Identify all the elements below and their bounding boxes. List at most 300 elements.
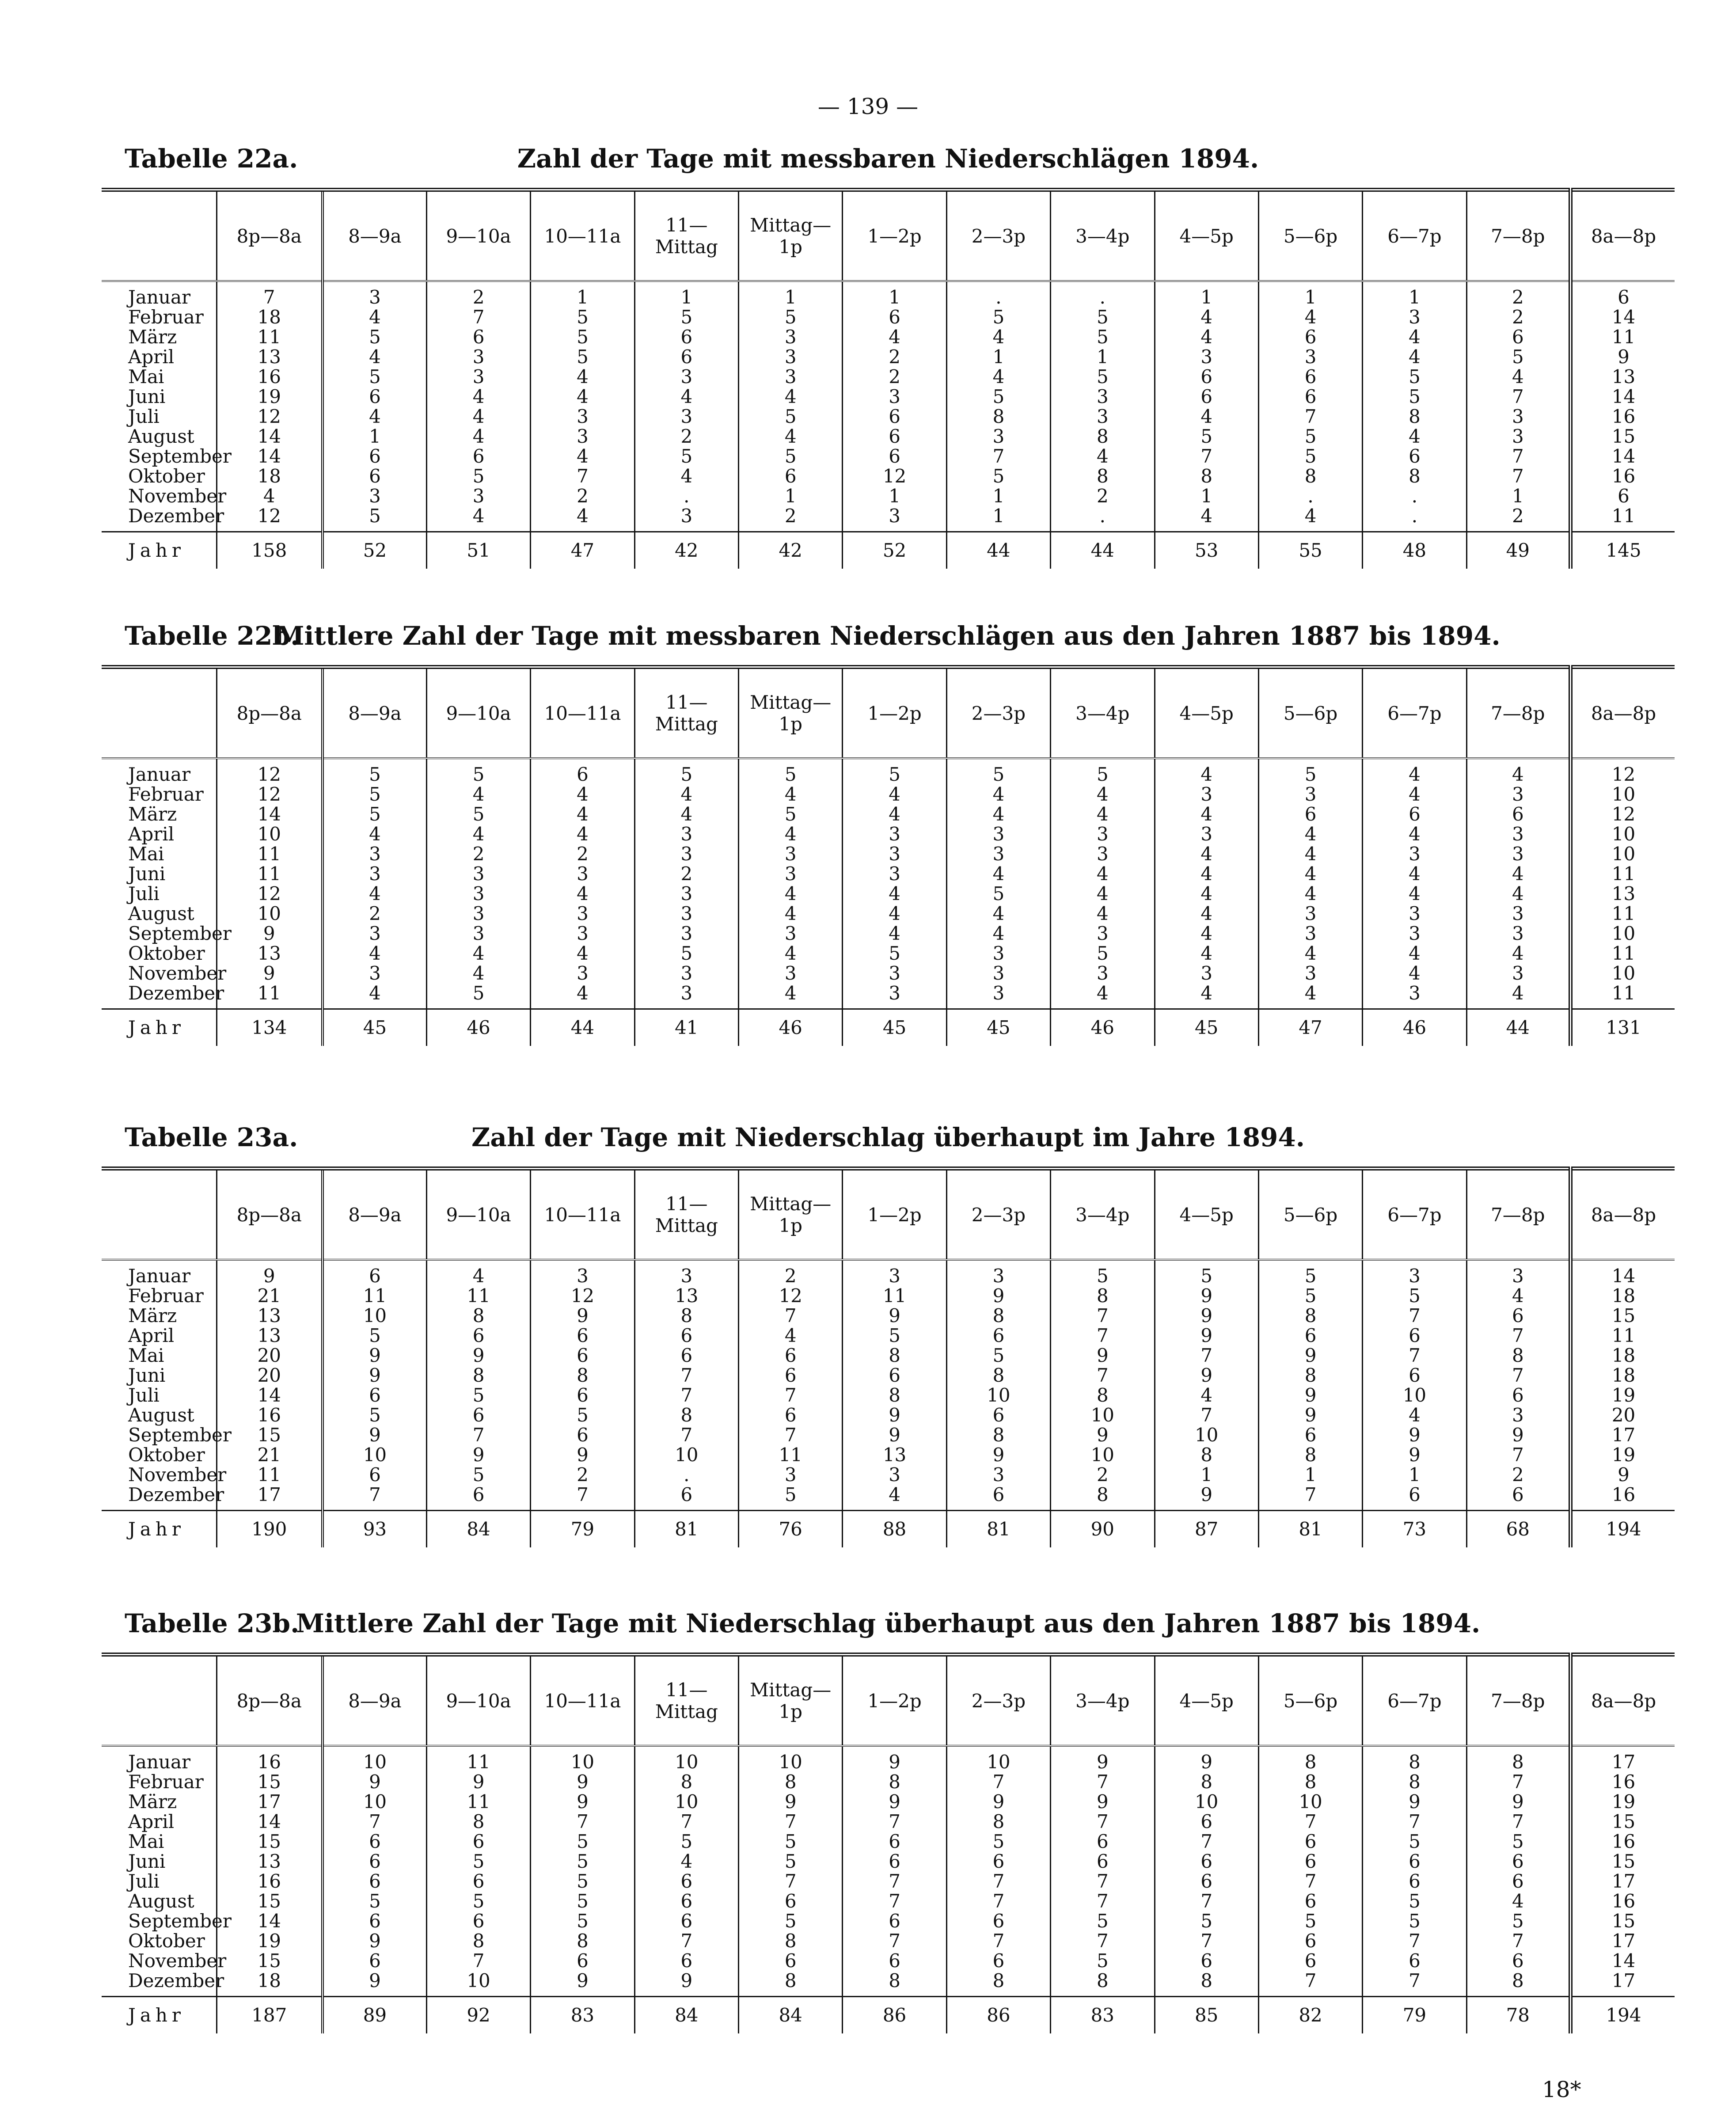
table-cell: 3 xyxy=(634,1260,738,1286)
table-row xyxy=(102,1260,1675,1286)
table-cell: 6 xyxy=(1258,1931,1362,1951)
table-cell: 8 xyxy=(426,1812,530,1832)
table-row xyxy=(102,367,1675,387)
table-cell: 8 xyxy=(1258,1445,1362,1465)
table-cell: 6 xyxy=(1258,1851,1362,1871)
table-cell: 8 xyxy=(426,1365,530,1385)
table-cell: 3 xyxy=(1466,963,1570,983)
table-cell: 3 xyxy=(634,824,738,844)
table-cell: 1 xyxy=(1466,486,1570,506)
table-cell: 9 xyxy=(1466,1425,1570,1445)
table-cell: 9 xyxy=(1155,1746,1258,1772)
table-cell: 4 xyxy=(531,367,634,387)
month-label: Mai xyxy=(128,366,164,388)
table-cell: 19 xyxy=(1571,1385,1675,1405)
table-cell: 6 xyxy=(1363,1851,1466,1871)
table-cell: 3 xyxy=(1363,983,1466,1009)
table-cell: 9 xyxy=(1258,1385,1362,1405)
header-blank xyxy=(102,1655,217,1746)
table-cell: 9 xyxy=(843,1746,946,1772)
table-cell: 5 xyxy=(1466,1911,1570,1931)
table-cell: 15 xyxy=(1571,1911,1675,1931)
table-cell: 6 xyxy=(1258,804,1362,824)
table-cell: 8 xyxy=(1051,426,1155,446)
table-cell: 4 xyxy=(739,983,843,1009)
table-row xyxy=(102,1812,1675,1832)
table-cell: 11 xyxy=(1571,327,1675,347)
month-label: April xyxy=(128,1325,175,1346)
table-cell: 6 xyxy=(323,1911,426,1931)
table-row xyxy=(102,1465,1675,1485)
table-cell: 8 xyxy=(426,1306,530,1326)
table-cell: 17 xyxy=(1571,1871,1675,1891)
table-row xyxy=(102,281,1675,307)
year-total-cell: 51 xyxy=(426,532,530,569)
table-cell: 6 xyxy=(426,327,530,347)
table-cell: 5 xyxy=(426,1851,530,1871)
table-cell: 3 xyxy=(1155,824,1258,844)
table-cell: 3 xyxy=(1466,904,1570,923)
year-total-cell: 46 xyxy=(1363,1009,1466,1046)
table-cell: 9 xyxy=(323,1365,426,1385)
table-cell: 3 xyxy=(426,367,530,387)
table-cell: 4 xyxy=(1466,367,1570,387)
table-cell: 1 xyxy=(843,486,946,506)
table-cell: 6 xyxy=(739,1891,843,1911)
table-cell: 6 xyxy=(739,466,843,486)
month-label: November xyxy=(128,1950,227,1972)
month-label: Februar xyxy=(128,783,204,805)
table-cell: 15 xyxy=(217,1891,323,1911)
table-cell: 4 xyxy=(1258,983,1362,1009)
table-cell: 1 xyxy=(946,506,1050,532)
table-cell: 10 xyxy=(323,1306,426,1326)
table-cell: 5 xyxy=(843,943,946,963)
table-cell: 21 xyxy=(217,1286,323,1306)
table-cell: 3 xyxy=(1466,426,1570,446)
year-total-cell: 90 xyxy=(1051,1511,1155,1548)
table-cell: 6 xyxy=(634,1871,738,1891)
table-cell: 4 xyxy=(1466,758,1570,784)
table-cell: 5 xyxy=(1258,1260,1362,1286)
table-cell: 13 xyxy=(1571,884,1675,904)
table-cell: 9 xyxy=(843,1405,946,1425)
table-cell: 4 xyxy=(843,327,946,347)
table-cell: 9 xyxy=(1155,1365,1258,1385)
table-cell: 8 xyxy=(946,1812,1050,1832)
table-cell: 6 xyxy=(1466,1385,1570,1405)
table-cell: 3 xyxy=(323,963,426,983)
table-cell: 3 xyxy=(323,844,426,864)
table-cell: 3 xyxy=(1258,963,1362,983)
table-cell: 1 xyxy=(323,426,426,446)
table-cell: 6 xyxy=(739,1365,843,1385)
table-cell: 14 xyxy=(1571,1260,1675,1286)
table-cell: 8 xyxy=(1466,1971,1570,1997)
table-cell: 3 xyxy=(1466,824,1570,844)
table-cell: 4 xyxy=(1155,758,1258,784)
table-cell: 7 xyxy=(531,1812,634,1832)
year-total-cell: 45 xyxy=(1155,1009,1258,1046)
table-cell: 9 xyxy=(1571,1465,1675,1485)
table-cell: 3 xyxy=(843,844,946,864)
table-cell: 7 xyxy=(946,1891,1050,1911)
month-label: April xyxy=(128,1811,175,1832)
year-label: Jahr xyxy=(128,540,186,561)
table-cell: 4 xyxy=(1363,327,1466,347)
table-cell: 10 xyxy=(217,904,323,923)
table-cell: 6 xyxy=(1363,1485,1466,1511)
table-cell: 6 xyxy=(946,1405,1050,1425)
table-cell: 1 xyxy=(739,281,843,307)
table-cell: 9 xyxy=(946,1286,1050,1306)
table-row xyxy=(102,486,1675,506)
table-cell: 4 xyxy=(1466,1891,1570,1911)
table-cell: 18 xyxy=(1571,1365,1675,1385)
table-cell: 4 xyxy=(1258,506,1362,532)
table-cell: 3 xyxy=(634,506,738,532)
table-cell: 10 xyxy=(323,1746,426,1772)
table-cell: 6 xyxy=(946,1951,1050,1971)
table-cell: 5 xyxy=(946,758,1050,784)
table-cell: 6 xyxy=(1155,367,1258,387)
table-cell: 3 xyxy=(843,963,946,983)
table-cell: 4 xyxy=(634,804,738,824)
year-total-cell: 81 xyxy=(1258,1511,1362,1548)
table-cell: 3 xyxy=(1051,824,1155,844)
table-cell: 6 xyxy=(843,407,946,426)
table-cell: 3 xyxy=(1051,923,1155,943)
table-cell: 5 xyxy=(426,804,530,824)
column-header: 4—5p xyxy=(1155,190,1258,281)
year-total-cell: 89 xyxy=(323,1997,426,2034)
table-cell: 9 xyxy=(1363,1425,1466,1445)
month-label: März xyxy=(128,803,177,825)
table-row xyxy=(102,784,1675,804)
table-cell: 6 xyxy=(946,1851,1050,1871)
table-cell: 10 xyxy=(1571,963,1675,983)
table-cell: 2 xyxy=(739,1260,843,1286)
column-header: 8a—8p xyxy=(1571,667,1675,759)
year-total-cell: 190 xyxy=(217,1511,323,1548)
table-cell: 4 xyxy=(1155,407,1258,426)
column-header: 1—2p xyxy=(843,1169,946,1260)
table-cell: 7 xyxy=(1466,1812,1570,1832)
table-cell: 8 xyxy=(1051,1385,1155,1405)
table-cell: 4 xyxy=(1155,506,1258,532)
table-cell: 5 xyxy=(323,1405,426,1425)
table-cell: 6 xyxy=(1258,367,1362,387)
table-cell: 6 xyxy=(426,1871,530,1891)
table-cell: 18 xyxy=(217,1971,323,1997)
table-cell: 5 xyxy=(323,327,426,347)
table-cell: 3 xyxy=(1466,1405,1570,1425)
table-cell: 8 xyxy=(1466,1345,1570,1365)
month-label: Juli xyxy=(128,1870,160,1892)
table-cell: 6 xyxy=(1466,1871,1570,1891)
table-row xyxy=(102,904,1675,923)
table-cell: 4 xyxy=(1258,824,1362,844)
month-label: November xyxy=(128,1464,227,1486)
column-header: 8p—8a xyxy=(217,1655,323,1746)
table-cell: 6 xyxy=(946,1911,1050,1931)
table-cell: 11 xyxy=(217,864,323,884)
table-cell: 10 xyxy=(323,1445,426,1465)
table-cell: 6 xyxy=(1466,804,1570,824)
table-cell: 7 xyxy=(946,446,1050,466)
table-cell: 14 xyxy=(217,1385,323,1405)
table-cell: 5 xyxy=(1258,1911,1362,1931)
column-header: 7—8p xyxy=(1466,1169,1570,1260)
table-cell: 5 xyxy=(426,1465,530,1485)
table-cell: 5 xyxy=(1051,367,1155,387)
table-cell: 16 xyxy=(1571,1832,1675,1851)
column-header: 2—3p xyxy=(946,1169,1050,1260)
table-cell: . xyxy=(634,486,738,506)
month-label: Januar xyxy=(128,764,191,785)
table-cell: 4 xyxy=(1155,327,1258,347)
table-cell: 3 xyxy=(426,347,530,367)
table-cell: 6 xyxy=(531,1385,634,1405)
table-row xyxy=(102,347,1675,367)
year-total-cell: 84 xyxy=(634,1997,738,2034)
table-cell: 6 xyxy=(1571,281,1675,307)
table-cell: 4 xyxy=(1363,943,1466,963)
table-cell: 6 xyxy=(531,1326,634,1345)
table-cell: 5 xyxy=(1051,758,1155,784)
table-cell: 11 xyxy=(217,1465,323,1485)
table-cell: 6 xyxy=(1155,1951,1258,1971)
table-cell: 3 xyxy=(739,367,843,387)
table-cell: 9 xyxy=(843,1425,946,1445)
table-23a xyxy=(102,1167,1675,1547)
table-cell: 9 xyxy=(1258,1345,1362,1365)
table-cell: 5 xyxy=(323,804,426,824)
table-cell: 6 xyxy=(1051,1851,1155,1871)
table-cell: 7 xyxy=(1466,466,1570,486)
year-total-cell: 45 xyxy=(843,1009,946,1046)
year-total-cell: 83 xyxy=(531,1997,634,2034)
column-header: 5—6p xyxy=(1258,667,1362,759)
table-cell: 5 xyxy=(739,1851,843,1871)
table-cell: 4 xyxy=(946,923,1050,943)
table-cell: 4 xyxy=(843,784,946,804)
table-cell: 4 xyxy=(1155,844,1258,864)
year-total-cell: 44 xyxy=(1466,1009,1570,1046)
table-cell: 3 xyxy=(1258,347,1362,367)
table-cell: 3 xyxy=(1051,963,1155,983)
table-cell: 9 xyxy=(1155,1326,1258,1345)
column-header: Mittag—1p xyxy=(739,667,843,759)
table-cell: 6 xyxy=(1258,1951,1362,1971)
month-label: April xyxy=(128,346,175,368)
table-cell: 13 xyxy=(217,1851,323,1871)
year-total-cell: 145 xyxy=(1571,532,1675,569)
table-cell: 8 xyxy=(1258,466,1362,486)
table-cell: 6 xyxy=(634,1326,738,1345)
table-cell: 6 xyxy=(323,1465,426,1485)
table-cell: 3 xyxy=(1363,307,1466,327)
table-cell: 4 xyxy=(1051,983,1155,1009)
table-cell: 14 xyxy=(1571,1951,1675,1971)
table-cell: 7 xyxy=(426,1425,530,1445)
table-cell: 3 xyxy=(531,923,634,943)
table-cell: 5 xyxy=(1155,1260,1258,1286)
table-cell: 6 xyxy=(323,1832,426,1851)
table-cell: 9 xyxy=(323,1345,426,1365)
table-cell: 4 xyxy=(1051,864,1155,884)
table-cell: 4 xyxy=(531,506,634,532)
table-row xyxy=(102,884,1675,904)
table-cell: 4 xyxy=(1155,983,1258,1009)
table-cell: 12 xyxy=(217,784,323,804)
table-cell: 8 xyxy=(531,1365,634,1385)
table-cell: 2 xyxy=(634,864,738,884)
table-cell: 10 xyxy=(739,1746,843,1772)
table-cell: 8 xyxy=(1051,466,1155,486)
section-tabelle-22a xyxy=(102,144,1675,569)
year-total-cell: 86 xyxy=(946,1997,1050,2034)
month-label: Februar xyxy=(128,1771,204,1793)
table-cell: 4 xyxy=(1155,864,1258,884)
table-cell: 3 xyxy=(426,486,530,506)
table-cell: 3 xyxy=(426,923,530,943)
table-cell: 3 xyxy=(739,327,843,347)
table-cell: 7 xyxy=(634,1365,738,1385)
table-cell: 7 xyxy=(634,1812,738,1832)
table-cell: 4 xyxy=(426,407,530,426)
table-cell: 3 xyxy=(1363,904,1466,923)
table-cell: 11 xyxy=(426,1792,530,1812)
table-row xyxy=(102,1792,1675,1812)
table-cell: 7 xyxy=(739,1812,843,1832)
table-cell: 4 xyxy=(1258,884,1362,904)
month-label: Juni xyxy=(128,386,166,407)
table-cell: 5 xyxy=(426,758,530,784)
table-row xyxy=(102,824,1675,844)
table-cell: 13 xyxy=(634,1286,738,1306)
column-header: 4—5p xyxy=(1155,1655,1258,1746)
table-cell: 2 xyxy=(531,1465,634,1485)
table-cell: 9 xyxy=(1051,1792,1155,1812)
table-row xyxy=(102,446,1675,466)
table-cell: 4 xyxy=(946,864,1050,884)
year-label: Jahr xyxy=(128,2004,186,2026)
table-cell: 6 xyxy=(1258,1891,1362,1911)
table-cell: 20 xyxy=(217,1365,323,1385)
table-cell: 4 xyxy=(1051,884,1155,904)
table-label: Tabelle 22b. xyxy=(125,621,300,651)
table-cell: 11 xyxy=(217,844,323,864)
year-total-row xyxy=(102,1997,1675,2034)
table-cell: 8 xyxy=(1155,466,1258,486)
table-cell: 10 xyxy=(1571,923,1675,943)
table-cell: 7 xyxy=(946,1931,1050,1951)
table-cell: 4 xyxy=(1363,963,1466,983)
year-total-cell: 42 xyxy=(739,532,843,569)
table-cell: 5 xyxy=(739,446,843,466)
table-cell: 10 xyxy=(634,1792,738,1812)
table-cell: 6 xyxy=(1363,804,1466,824)
table-cell: 6 xyxy=(426,1405,530,1425)
table-cell: 4 xyxy=(1051,804,1155,824)
table-cell: 10 xyxy=(217,824,323,844)
table-cell: 5 xyxy=(426,983,530,1009)
table-cell: 5 xyxy=(634,758,738,784)
table-cell: 8 xyxy=(1258,1365,1362,1385)
table-cell: 5 xyxy=(739,407,843,426)
table-cell: 9 xyxy=(843,1792,946,1812)
table-cell: 15 xyxy=(217,1772,323,1792)
table-row xyxy=(102,387,1675,407)
column-header: 1—2p xyxy=(843,667,946,759)
table-cell: 6 xyxy=(426,446,530,466)
table-cell: 3 xyxy=(739,1465,843,1485)
table-cell: 3 xyxy=(946,844,1050,864)
table-row xyxy=(102,1485,1675,1511)
table-cell: 8 xyxy=(1051,1485,1155,1511)
table-cell: . xyxy=(1363,506,1466,532)
table-cell: 7 xyxy=(843,1891,946,1911)
table-row xyxy=(102,1971,1675,1997)
table-cell: . xyxy=(1363,486,1466,506)
column-header: 8p—8a xyxy=(217,667,323,759)
table-cell: 4 xyxy=(217,486,323,506)
column-header: 11—Mittag xyxy=(634,190,738,281)
table-cell: 8 xyxy=(1363,407,1466,426)
month-label: Juli xyxy=(128,883,160,904)
column-header: 5—6p xyxy=(1258,190,1362,281)
year-total-cell: 44 xyxy=(946,532,1050,569)
table-cell: 8 xyxy=(1363,1746,1466,1772)
table-cell: 8 xyxy=(843,1772,946,1792)
table-cell: 5 xyxy=(843,758,946,784)
table-cell: 6 xyxy=(531,758,634,784)
column-header: 11—Mittag xyxy=(634,667,738,759)
table-cell: 10 xyxy=(426,1971,530,1997)
year-total-cell: 47 xyxy=(531,532,634,569)
table-cell: 7 xyxy=(1466,1931,1570,1951)
table-heading xyxy=(102,621,1675,665)
table-cell: 8 xyxy=(1466,1746,1570,1772)
table-cell: 4 xyxy=(1155,904,1258,923)
table-cell: 8 xyxy=(634,1772,738,1792)
year-total-cell: 68 xyxy=(1466,1511,1570,1548)
month-label: August xyxy=(128,903,194,924)
table-cell: 6 xyxy=(1466,1851,1570,1871)
table-cell: 6 xyxy=(426,1485,530,1511)
table-cell: 4 xyxy=(1051,904,1155,923)
table-cell: 7 xyxy=(1363,1345,1466,1365)
table-row xyxy=(102,307,1675,327)
table-cell: 11 xyxy=(1571,1326,1675,1345)
table-row xyxy=(102,943,1675,963)
table-cell: 20 xyxy=(217,1345,323,1365)
table-cell: 2 xyxy=(739,506,843,532)
table-label: Tabelle 22a. xyxy=(125,144,298,174)
table-cell: 9 xyxy=(1155,1485,1258,1511)
month-label: Januar xyxy=(128,286,191,308)
table-title: Zahl der Tage mit messbaren Niederschlägen 1894. xyxy=(517,144,1259,174)
column-header: 3—4p xyxy=(1051,1169,1155,1260)
column-header: 8a—8p xyxy=(1571,1169,1675,1260)
table-cell: 18 xyxy=(1571,1286,1675,1306)
table-cell: 9 xyxy=(426,1772,530,1792)
table-cell: 7 xyxy=(1051,1871,1155,1891)
table-cell: 4 xyxy=(323,347,426,367)
table-cell: 5 xyxy=(1155,1911,1258,1931)
column-header: 6—7p xyxy=(1363,190,1466,281)
